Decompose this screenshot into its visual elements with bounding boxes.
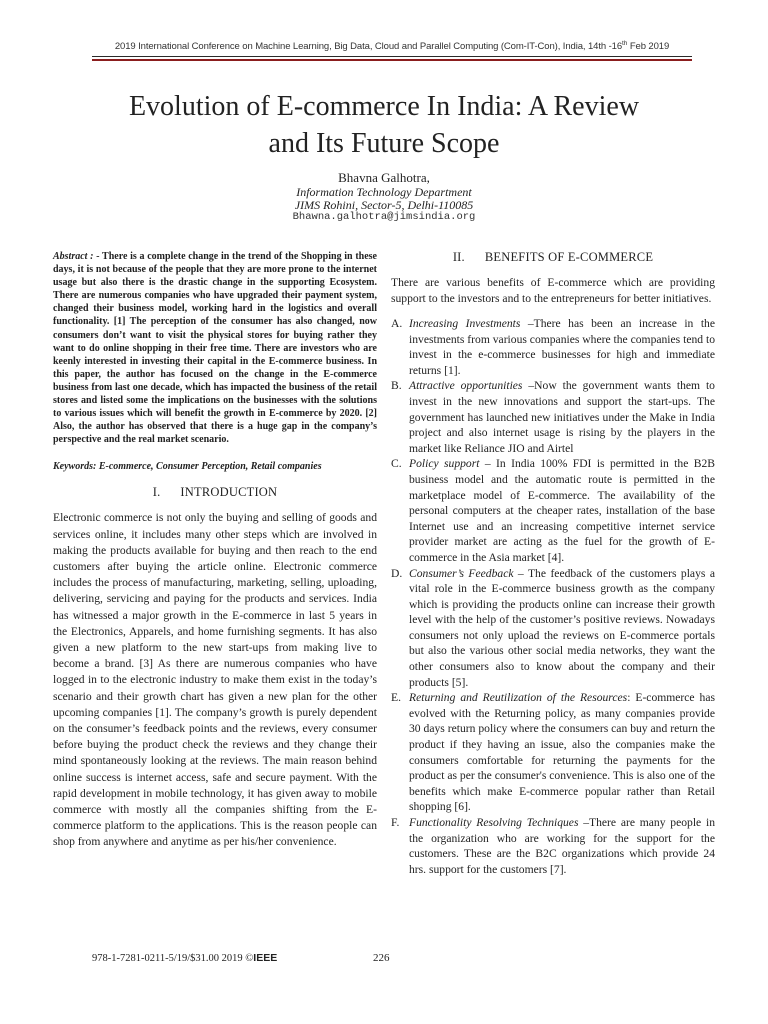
benefit-letter: E.	[391, 691, 401, 705]
benefit-term: Policy support	[409, 457, 480, 471]
affiliation-address: JIMS Rohini, Sector-5, Delhi-110085	[294, 198, 474, 212]
benefit-term: Increasing Investments	[409, 317, 521, 330]
section-title: BENEFITS OF E-COMMERCE	[484, 250, 654, 264]
conference-text: 2019 International Conference on Machine Learning, Big Data, Cloud and Parallel Computing (Com-IT-Con), India, 14th -16	[114, 41, 623, 53]
benefit-item	[391, 690, 715, 815]
paper-title	[60, 88, 708, 162]
header-rule-red	[92, 59, 692, 61]
footer-isbn	[92, 952, 277, 964]
benefit-text: – In India 100% FDI is permitted in the B2B business model and the automatic route is permitted in the marketplace model of E-commerce. The availability of the personal computers at the cheaper rates, installation of the base Internet use and an increasing competitive internet service provider market are acting as the fuel for the growth of E-commerce in the Asia market [4].	[409, 457, 715, 564]
benefit-item	[391, 815, 715, 877]
benefit-term: Returning and Reutilization of the Resources	[409, 691, 628, 705]
benefit-text: –There has been an increase in the investments from various companies where the companies tend to invest in the e-commerce businesses for high and immediate returns [1].	[409, 317, 715, 377]
title-line-2: and Its Future Scope	[268, 128, 500, 159]
section-heading-introduction	[53, 485, 377, 500]
page-number: 226	[373, 952, 390, 964]
benefits-intro: There are various benefits of E-commerce which are providing support to the investors and to the entrepreneurs for better initiatives.	[391, 276, 715, 305]
conference-header	[92, 40, 692, 52]
benefit-item	[391, 316, 715, 378]
section-number: II.	[452, 250, 465, 264]
author-email: Bhawna.galhotra@jimsindia.org	[292, 211, 476, 223]
benefit-letter: A.	[391, 317, 403, 330]
benefit-item	[391, 456, 715, 565]
benefit-item	[391, 566, 715, 691]
ieee-mark: IEEE	[253, 952, 278, 964]
benefit-text: – The feedback of the customers plays a vital role in the E-commerce business growth as the company which is providing the products online can increase their growth level with the help of the customer’s positive reviews. Nowadays consumers not only upload the reviews on E-commerce portals but also the various other social media networks, they want the other consumers also to know about the company and their products [5].	[409, 566, 715, 689]
abstract-text: There is a complete change in the trend of the Shopping in these days, it is not because of the people that they are more prone to the internet usage but also there is the drastic change in the supporting Ecosystem. There are numerous companies who have upgraded their payment system, changed their business model, working hard in the logistics and overall functionality. [1] The perception of the consumer has also changed, now consumers don’t want to visit the physical stores for buying rather they want to do online shopping in their free time. There are investors who are keenly interested in investing their capital in the E-commerce business. In this paper, the author has focused on the change in the E-commerce business from last one decade, which has impacted the business of the retail stores and listed some the implications on the businesses with the solutions to various issues which will benefit the growth in E-commerce by 2020. [2] Also, the author has observed that there is a huge gap in the company’s perspective and the real market scenario.	[53, 251, 377, 446]
section-title: INTRODUCTION	[180, 485, 278, 500]
left-column	[53, 250, 377, 851]
section-number: I.	[152, 485, 161, 500]
conference-sup: th	[622, 40, 628, 47]
conference-text-end: Feb 2019	[627, 41, 670, 53]
isbn-text: 978-1-7281-0211-5/19/$31.00 2019 ©	[92, 953, 254, 964]
benefit-item	[391, 378, 715, 456]
header-rule	[92, 56, 692, 57]
benefit-text: –Now the government wants them to invest in the new innovations and support the start-ups. The government has launched new initiatives under the Make in India project and also internet usage is rising by the players in the market like Reliance JIO and Airtel	[409, 379, 715, 455]
section-heading-benefits	[391, 250, 715, 265]
benefit-term: Functionality Resolving Techniques	[409, 816, 579, 829]
author-name: Bhavna Galhotra,	[338, 170, 430, 185]
affiliation-department: Information Technology Department	[296, 185, 472, 199]
introduction-body: Electronic commerce is not only the buying and selling of goods and services online, it includes many other steps which are involved in making the products available for buying and then reach to the end customers after buying the article online. Electronic commerce includes the process of manufacturing, marketing, selling, uploading, delivering, servicing and paying for the products and services. India has witnessed a major growth in the E-commerce in last 5 years in the Electronics, Apparels, and home furnishing segments. It has also given a new platform to the new start-ups from making live to become a brand. [3] As there are numerous companies who have logged in to the electronic industry to make them exist in the today’s scenario and their growth chart has given a new plan for the other upcoming companies [1]. The company’s growth is purely dependent on the consumer’s feedback points and the reviews, every consumer before buying the product check the reviews and they change their mind spontaneously looking at the reviews. The main reason behind online success is internet access, safe and secure payment. With the rapid development in mobile technology, it has given away to mobile commerce with mostly all the companies shifting from the E-commerce platform to the applications. This is the reason people can shop from anywhere and anytime as per his/her convenience.	[53, 511, 377, 849]
benefit-letter: C.	[391, 457, 402, 471]
keywords: Keywords: E-commerce, Consumer Perception, Retail companies	[53, 461, 322, 473]
benefit-term: Consumer’s Feedback	[409, 566, 514, 580]
benefit-letter: F.	[391, 816, 400, 829]
benefits-list	[391, 316, 715, 877]
benefit-term: Attractive opportunities	[409, 379, 523, 393]
benefit-text: : E-commerce has evolved with the Returning policy, as many companies provide 30 days return policy where the consumers can buy and return the product if they having an issue, also the companies make the consumers comfortable for returning the payments for the product as per the consumer's convenience. This is also one of the benefits which make E-commerce popular rather than Retail shopping [6].	[409, 691, 715, 814]
benefit-text: –There are many people in the organization who are working for the support for the customers. These are the B2C organizations which provide 24 hrs. support for the customers [7].	[409, 816, 715, 876]
title-line-1: Evolution of E-commerce In India: A Review	[128, 91, 640, 122]
abstract	[53, 250, 377, 446]
benefit-letter: D.	[391, 566, 403, 580]
right-column	[391, 250, 715, 877]
abstract-lead: Abstract : -	[53, 251, 100, 262]
benefit-letter: B.	[391, 379, 402, 393]
